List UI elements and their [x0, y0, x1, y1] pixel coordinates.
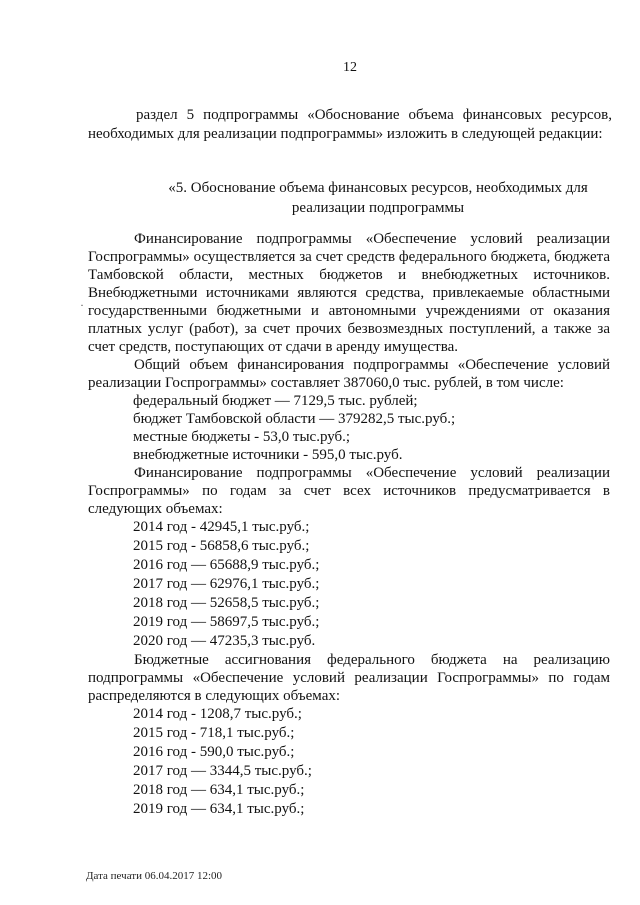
intro-paragraph [88, 106, 612, 144]
year-total-item: 2016 год — 65688,9 тыс.руб.; [133, 557, 320, 573]
section-body [88, 230, 610, 819]
federal-year-item: 2019 год — 634,1 тыс.руб.; [133, 801, 305, 817]
section-title: «5. Обоснование объема финансовых ресурсов, необходимых для реализации подпрограммы [168, 180, 588, 216]
federal-year-item: 2018 год — 634,1 тыс.руб.; [133, 782, 305, 798]
year-total-item: 2015 год - 56858,6 тыс.руб.; [133, 538, 310, 554]
paragraph-total-volume: Общий объем финансирования подпрограммы «Обеспечение условий реализации Госпрограммы» составляет 387060,0 тыс. рублей, в том числе: [88, 357, 610, 391]
page-number: 12 [343, 60, 357, 75]
year-total-item: 2020 год — 47235,3 тыс.руб. [133, 633, 316, 649]
federal-year-item: 2017 год — 3344,5 тыс.руб.; [133, 763, 312, 779]
source-item: местные бюджеты - 53,0 тыс.руб.; [133, 429, 351, 445]
federal-year-item: 2015 год - 718,1 тыс.руб.; [133, 725, 295, 741]
source-item: федеральный бюджет — 7129,5 тыс. рублей; [133, 393, 418, 409]
intro-text: раздел 5 подпрограммы «Обоснование объема финансовых ресурсов, необходимых для реализации подпрограммы» изложить в следующей редакции: [88, 107, 612, 142]
source-item: бюджет Тамбовской области — 379282,5 тыс.руб.; [133, 411, 456, 427]
federal-year-item: 2014 год - 1208,7 тыс.руб.; [133, 706, 302, 722]
federal-year-item: 2016 год - 590,0 тыс.руб.; [133, 744, 295, 760]
year-total-item: 2019 год — 58697,5 тыс.руб.; [133, 614, 320, 630]
year-total-item: 2018 год — 52658,5 тыс.руб.; [133, 595, 320, 611]
paragraph-financing-sources: Финансирование подпрограммы «Обеспечение условий реализации Госпрограммы» осуществляется за счет средств федерального бюджета, бюджета Тамбовской области, местных бюджетов и внебюджетных источников. Внебюджетными источниками являются средства, привлекаемые областными государственными бюджетными и автономными учреждениями от оказания платных услуг (работ), за счет прочих безвозмездных поступлений, а также за счет средств, поступающих от сдачи в аренду имущества. [88, 231, 610, 355]
print-date-footer: Дата печати 06.04.2017 12:00 [86, 870, 223, 882]
source-item: внебюджетные источники - 595,0 тыс.руб. [133, 447, 403, 463]
paragraph-by-years: Финансирование подпрограммы «Обеспечение условий реализации Госпрограммы» по годам за счет всех источников предусматривается в следующих объемах: [88, 465, 610, 517]
year-total-item: 2017 год — 62976,1 тыс.руб.; [133, 576, 320, 592]
year-total-item: 2014 год - 42945,1 тыс.руб.; [133, 519, 310, 535]
paragraph-federal-allocations: Бюджетные ассигнования федерального бюджета на реализацию подпрограммы «Обеспечение условий реализации Госпрограммы» по годам распределяются в следующих объемах: [88, 652, 610, 704]
margin-mark: · [80, 298, 84, 312]
